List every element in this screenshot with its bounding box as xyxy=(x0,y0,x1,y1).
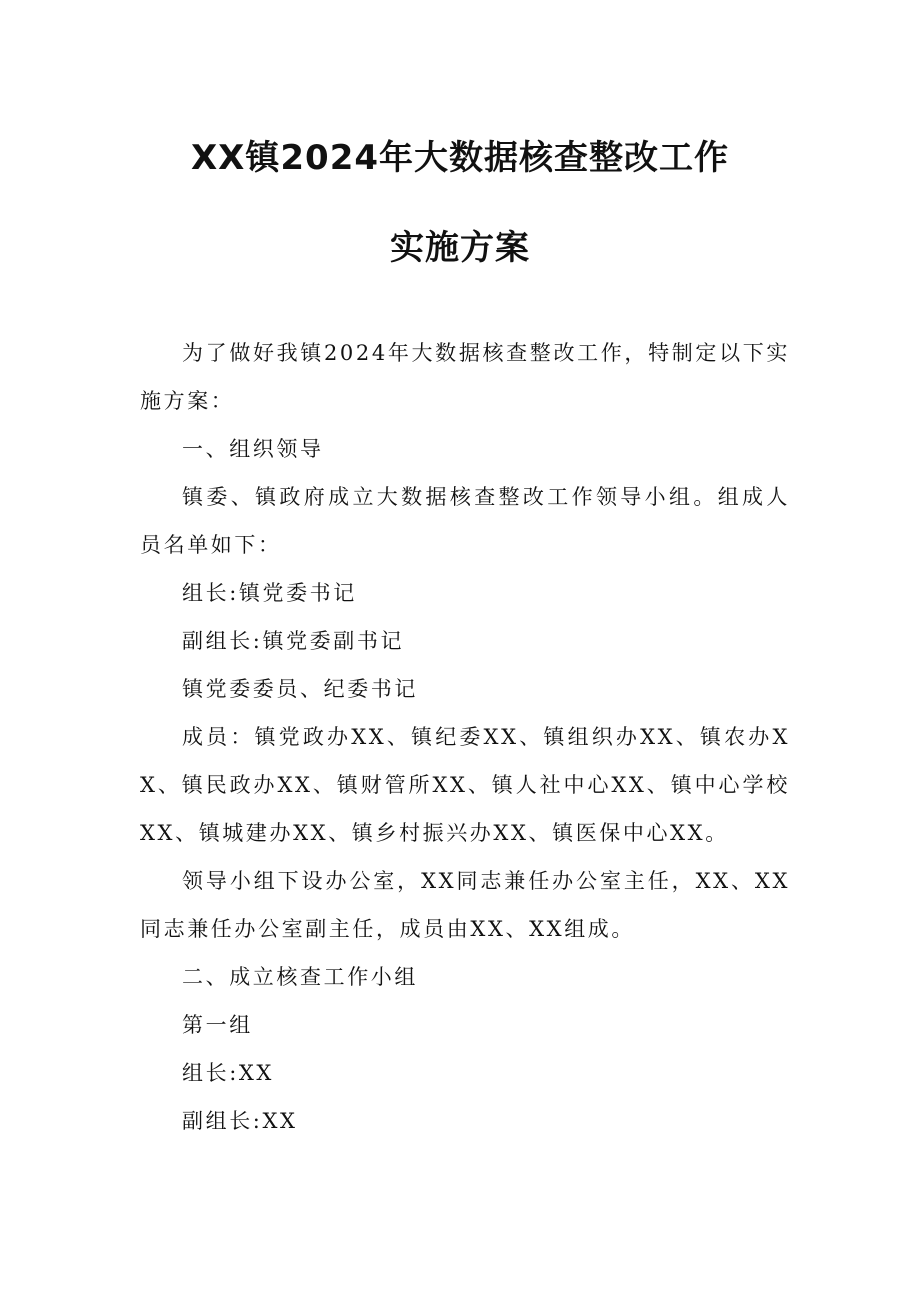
first-group-deputy-line: 副组长:XX xyxy=(182,1109,298,1133)
section-heading-working-groups: 二、成立核查工作小组 xyxy=(182,965,418,989)
members-paragraph: 成员：镇党政办XX、镇纪委XX、镇组织办XX、镇农办XX、镇民政办XX、镇财管所XX、镇人社中心XX、镇中心学校XX、镇城建办XX、镇乡村振兴办XX、镇医保中心XX。 xyxy=(140,725,790,845)
committee-member-line: 镇党委委员、纪委书记 xyxy=(182,677,418,701)
leadership-group-paragraph: 镇委、镇政府成立大数据核查整改工作领导小组。组成人员名单如下： xyxy=(140,485,790,557)
section-heading-organization: 一、组织领导 xyxy=(182,437,324,461)
first-group-line: 第一组 xyxy=(182,1013,253,1037)
first-group-leader-line: 组长:XX xyxy=(182,1061,274,1085)
deputy-leader-line: 副组长:镇党委副书记 xyxy=(182,629,405,653)
group-leader-line: 组长:镇党委书记 xyxy=(182,581,357,605)
office-paragraph: 领导小组下设办公室，XX同志兼任办公室主任，XX、XX同志兼任办公室副主任，成员由XX、XX组成。 xyxy=(140,869,790,941)
document-body xyxy=(140,329,790,1145)
intro-paragraph: 为了做好我镇2024年大数据核查整改工作，特制定以下实施方案： xyxy=(140,341,790,413)
document-title: XX镇2024年大数据核查整改工作 xyxy=(190,138,730,178)
document-subtitle: 实施方案 xyxy=(390,228,530,268)
